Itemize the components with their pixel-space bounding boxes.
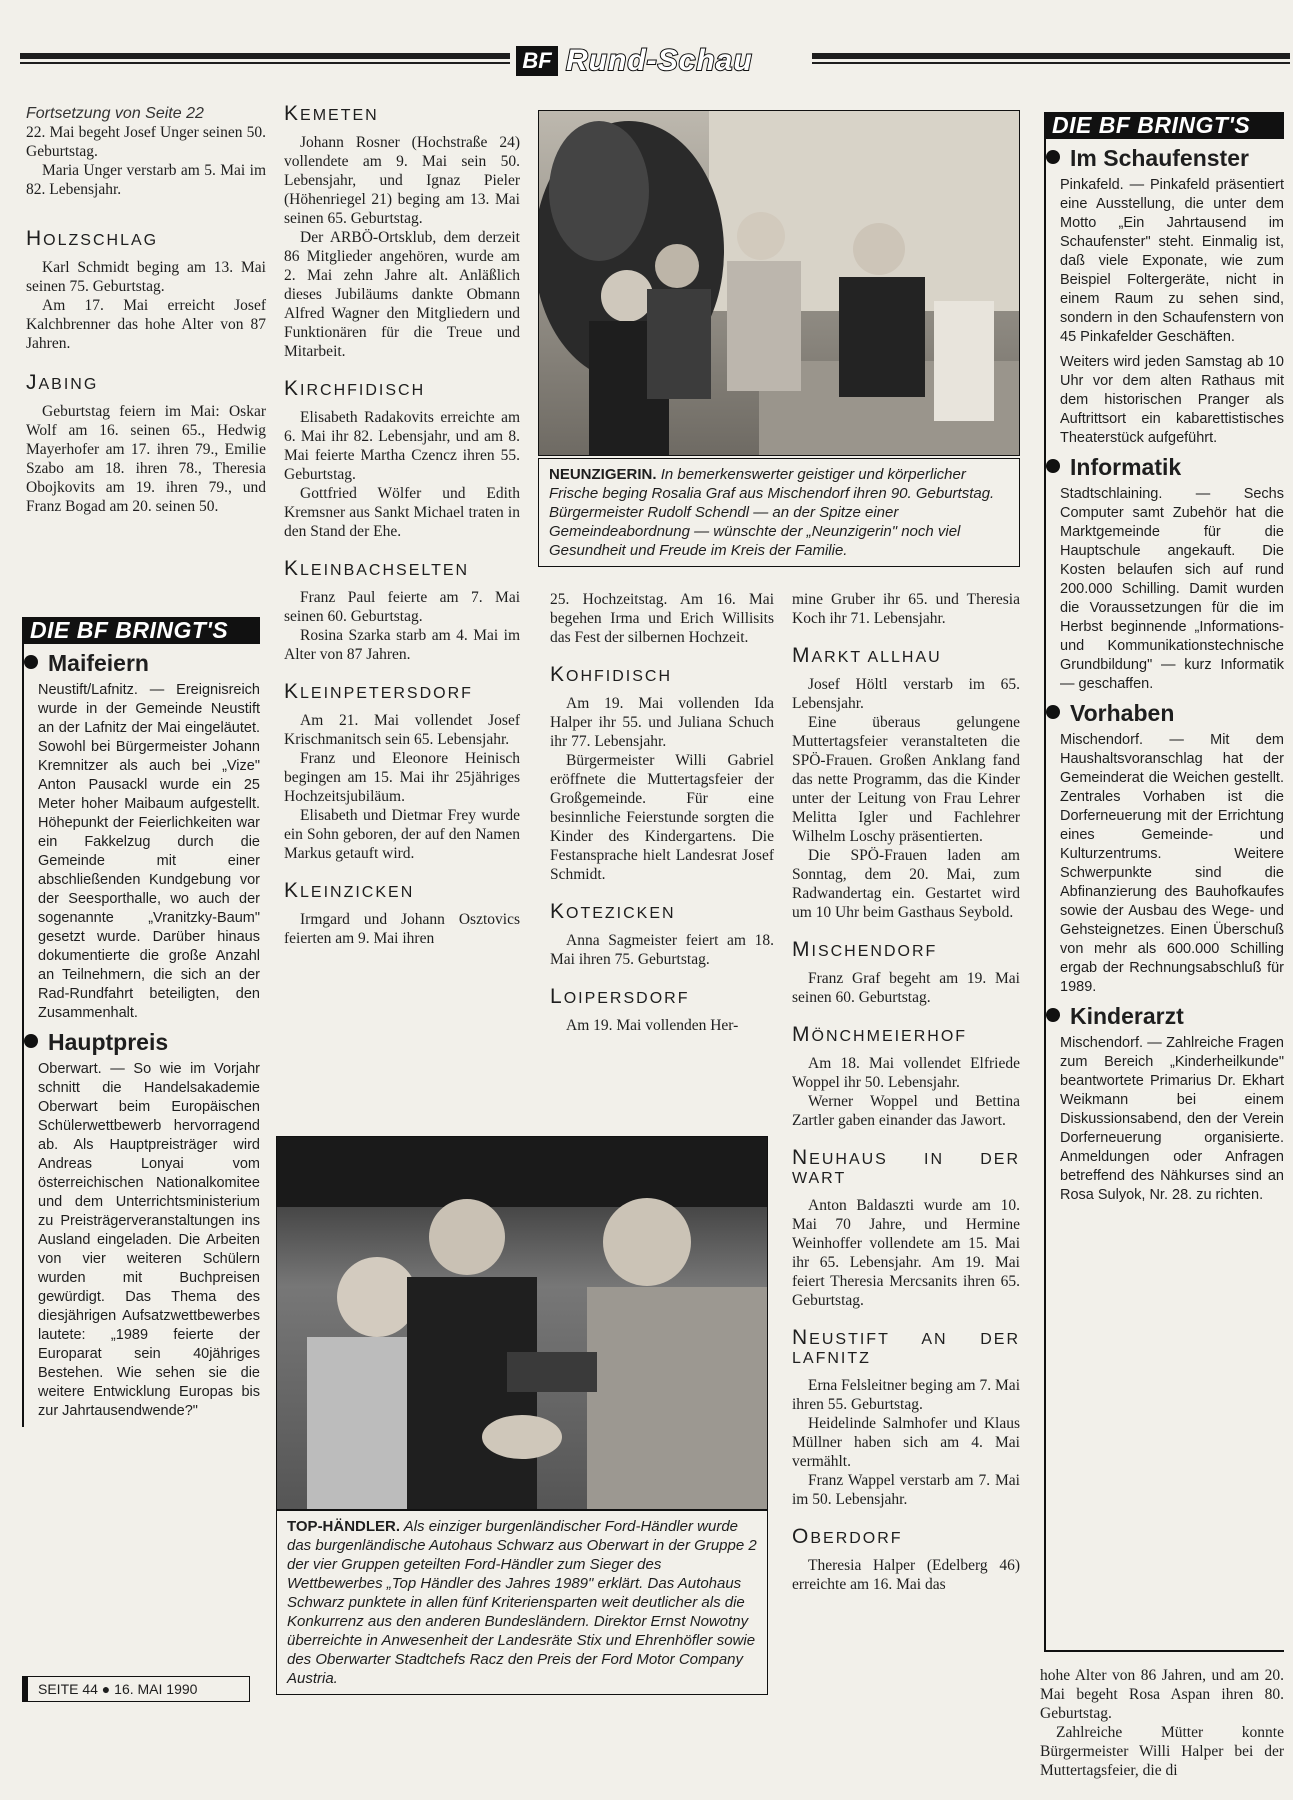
- article-text: Die SPÖ-Frauen laden am Sonntag, dem 20. Mai, zum Radwandertag ein. Gestartet wird um 10 Uhr beim Gasthaus Seybold.: [792, 847, 1020, 921]
- section-kleinzicken: KLEINZICKEN: [284, 879, 415, 902]
- section-neustift-an-der-lafnitz: NEUSTIFT AN DER LAFNITZ: [792, 1326, 1020, 1367]
- photo-neunzigerin: [538, 110, 1020, 456]
- brief-text: Mischendorf. — Zahlreiche Fragen zum Bereich „Kinderheilkunde" beantwortete Primarius Dr. Ekhart Weikmann bei einem Diskussionsabend, den der Verein Dorferneuerung organisierte. Anmeldungen oder Anfragen betreffend des Nähkurses sind an Rosa Sulyok, Nr. 28. zu richten.: [1060, 1035, 1284, 1203]
- article-text: Franz und Eleonore Heinisch begingen am 15. Mai ihr 25jähriges Hochzeitsjubiläum.: [284, 750, 520, 805]
- article-text: Irmgard und Johann Osztovics feierten am 9. Mai ihren: [284, 911, 520, 947]
- article-text: Karl Schmidt beging am 13. Mai seinen 75. Geburtstag.: [26, 259, 266, 295]
- masthead-rule-left: [20, 53, 510, 59]
- bullet-icon: [1046, 1008, 1060, 1022]
- section-oberdorf: OBERDORF: [792, 1525, 903, 1548]
- brief-title-im-schaufenster: Im Schaufenster: [1046, 149, 1284, 168]
- section-holzschlag: HOLZSCHLAG: [26, 227, 159, 250]
- article-text: Theresia Halper (Edelberg 46) erreichte am 16. Mai das: [792, 1557, 1020, 1593]
- brief-text: Oberwart. — So wie im Vorjahr schnitt die Handelsakademie Oberwart beim Europäischen Schülerwettbewerb hervorragend ab. Als Hauptpreisträger wird Andreas Lonyai vom österreichischen Nationalkomitee und dem Unterrichtsministerium zu Preisträgerveranstaltungen ins Ausland eingeladen. Die Arbeiten von vier weiteren Schülern wurden mit Buchpreisen gewürdigt. Das Thema des diesjährigen Aufsatzwettbewerbes lautete: „1989 feierte der Europarat sein 40jähriges Bestehen. Wie sehen sie die weitere Entwicklung Europas bis zur Jahrtausendwende?": [38, 1061, 260, 1419]
- article-text: Am 17. Mai erreicht Josef Kalchbrenner das hohe Alter von 87 Jahren.: [26, 297, 266, 352]
- section-jabing: JABING: [26, 371, 99, 394]
- brief-title-maifeiern: Maifeiern: [24, 654, 260, 673]
- brief-text: Weiters wird jeden Samstag ab 10 Uhr vor dem alten Rathaus mit dem historischen Pranger als Auftrittsort ein kabarettistisches Theaterstück aufgeführt.: [1060, 354, 1284, 446]
- article-text: Zahlreiche Mütter konnte Bürgermeister Willi Halper bei der Muttertagsfeier, die di: [1040, 1724, 1284, 1779]
- bullet-icon: [1046, 150, 1060, 164]
- article-text: Am 19. Mai vollenden Her-: [566, 1017, 739, 1034]
- article-text: Der ARBÖ-Ortsklub, dem derzeit 86 Mitglieder angehören, wurde am 2. Mai zehn Jahre alt. Anläßlich dieses Jubiläums dankte Obmann Alfred Wagner den Mitgliedern und Funktionären für die Treue und Mitarbeit.: [284, 229, 520, 360]
- section-moenchmeierhof: MÖNCHMEIERHOF: [792, 1023, 968, 1046]
- caption-label: NEUNZIGERIN.: [549, 466, 657, 483]
- article-text: Franz Wappel verstarb am 7. Mai im 50. Lebensjahr.: [792, 1472, 1020, 1508]
- brief-title-vorhaben: Vorhaben: [1046, 704, 1284, 723]
- article-text: Maria Unger verstarb am 5. Mai im 82. Lebensjahr.: [26, 162, 266, 198]
- section-markt-allhau: MARKT ALLHAU: [792, 644, 942, 667]
- article-text: Eine überaus gelungene Muttertagsfeier veranstalteten die SPÖ-Frauen. Großen Anklang fand das nette Programm, das die Kinder unter der Leitung von Frau Lehrer Melitta Igler und Fachlehrer Wilhelm Loschy präsentierten.: [792, 714, 1020, 845]
- sidebar-bf-bringts-left: [22, 617, 260, 1427]
- article-text: Am 18. Mai vollendet Elfriede Woppel ihr 50. Lebensjahr.: [792, 1055, 1020, 1091]
- article-text: Elisabeth und Dietmar Frey wurde ein Sohn geboren, der auf den Namen Markus getauft wird.: [284, 807, 520, 862]
- section-kleinpetersdorf: KLEINPETERSDORF: [284, 680, 473, 703]
- masthead-title: Rund-Schau: [566, 44, 753, 77]
- article-text: Josef Höltl verstarb im 65. Lebensjahr.: [792, 676, 1020, 712]
- brief-title-kinderarzt: Kinderarzt: [1046, 1007, 1284, 1026]
- sidebar-header: DIE BF BRINGT'S: [1046, 112, 1284, 139]
- sidebar-header: DIE BF BRINGT'S: [24, 617, 260, 644]
- article-text: Werner Woppel und Bettina Zartler gaben einander das Jawort.: [792, 1093, 1020, 1129]
- section-kirchfidisch: KIRCHFIDISCH: [284, 377, 426, 400]
- article-text: Franz Graf begeht am 19. Mai seinen 60. Geburtstag.: [792, 970, 1020, 1006]
- page-footer: SEITE 44 ● 16. MAI 1990: [22, 1676, 250, 1702]
- photo-top-haendler: [276, 1136, 768, 1510]
- article-text: Anton Baldaszti wurde am 10. Mai 70 Jahre, und Hermine Weinhoffer vollendete am 15. Mai ihr 65. Lebensjahr. Am 19. Mai feiert Theresia Mercsanits ihren 65. Geburtstag.: [792, 1197, 1020, 1309]
- brief-text: Pinkafeld. — Pinkafeld präsentiert eine Ausstellung, die unter dem Motto „Ein Jahrtausend im Schaufenster" steht. Einmalig ist, daß viele Exponate, wie zum Beispiel Foltergeräte, nicht in einem Raum zu sehen sind, sondern in den Schaufenstern von 45 Pinkafelder Geschäften.: [1060, 177, 1284, 345]
- caption-text: In bemerkenswerter geistiger und körperlicher Frische beging Rosalia Graf aus Mischendorf ihren 90. Geburtstag. Bürgermeister Rudolf Schendl — an der Spitze einer Gemeindeabordnung — wünschte der „Neunzigerin" noch viel Gesundheit und Freude im Kreis der Familie.: [549, 466, 995, 559]
- article-text: Am 19. Mai vollenden Ida Halper ihr 55. und Juliana Schuch ihr 77. Lebensjahr.: [550, 695, 774, 750]
- article-text: Geburtstag feiern im Mai: Oskar Wolf am 16. seinen 65., Hedwig Mayerhofer am 17. ihren 79., Emilie Szabo am 18. ihren 78., Theresia Obojkovits am 19. ihren 79., und Franz Bogad am 20. seinen 50.: [26, 403, 266, 515]
- bullet-icon: [1046, 705, 1060, 719]
- article-text: Johann Rosner (Hochstraße 24) vollendete am 9. Mai sein 50. Lebensjahr, und Ignaz Pieler (Höhenriegel 21) beging am 13. Mai seinen 65. Geburtstag.: [284, 134, 520, 227]
- article-text: mine Gruber ihr 65. und Theresia Koch ihr 71. Lebensjahr.: [792, 591, 1020, 627]
- masthead-rule-right-thin: [812, 62, 1290, 64]
- bullet-icon: [24, 655, 38, 669]
- column-2: [284, 92, 520, 948]
- caption-label: TOP-HÄNDLER.: [287, 1518, 401, 1535]
- brief-text: Mischendorf. — Mit dem Haushaltsvoranschlag hat der Gemeinderat die Weichen gestellt. Zentrales Vorhaben ist die Dorferneuerung mit der Errichtung eines Gemeinde- und Kulturzentrums. Weitere Schwerpunkte sind die Abfinanzierung des Bauhofkaufes sowie der Ausbau des Wege- und Gehsteignetzes. Einen Überschuß von mehr als 600.000 Schilling ergab der Rechnungsabschluß für 1989.: [1060, 732, 1284, 995]
- masthead-rule-left-thin: [20, 62, 510, 64]
- continuation-note: Fortsetzung von Seite 22: [26, 105, 204, 122]
- article-text: 22. Mai begeht Josef Unger seinen 50. Geburtstag.: [26, 124, 266, 160]
- sidebar-bf-bringts-right: [1044, 112, 1284, 1652]
- article-text: Gottfried Wölfer und Edith Kremsner aus Sankt Michael traten in den Stand der Ehe.: [284, 485, 520, 540]
- bullet-icon: [1046, 459, 1060, 473]
- section-kohfidisch: KOHFIDISCH: [550, 663, 673, 686]
- article-text: Bürgermeister Willi Gabriel eröffnete die Muttertagsfeier der Großgemeinde. Für eine besinnliche Feierstunde sorgten die Kinder des Kindergartens. Die Festansprache hielt Landesrat Josef Schmidt.: [550, 752, 774, 883]
- section-loipersdorf: LOIPERSDORF: [550, 985, 690, 1008]
- photo-caption-top-haendler: [276, 1510, 768, 1695]
- article-text: Erna Felsleitner beging am 7. Mai ihren 55. Geburtstag.: [792, 1377, 1020, 1413]
- article-text: Elisabeth Radakovits erreichte am 6. Mai ihr 82. Lebensjahr, und am 8. Mai feierte Martha Czencz ihren 55. Geburtstag.: [284, 409, 520, 483]
- section-kotezicken: KOTEZICKEN: [550, 900, 676, 923]
- masthead-logo: BF: [516, 46, 558, 76]
- brief-title-informatik: Informatik: [1046, 458, 1284, 477]
- photo-neunzigerin-image: [539, 111, 1020, 456]
- brief-title-hauptpreis: Hauptpreis: [24, 1033, 260, 1052]
- article-text: Franz Paul feierte am 7. Mai seinen 60. Geburtstag.: [284, 589, 520, 625]
- article-text: Rosina Szarka starb am 4. Mai im Alter von 87 Jahren.: [284, 627, 520, 663]
- column-5: [1040, 1666, 1284, 1780]
- caption-text: Als einziger burgenländischer Ford-Händler wurde das burgenländische Autohaus Schwarz aus Oberwart in der Gruppe 2 der vier Gruppen geteilten Ford-Händler zum Sieger des Wettbewerbes „Top Händler des Jahres 1989" erklärt. Das Autohaus Schwarz punktete in allen fünf Kriteriensparten weit deutlicher als die Konkurrenz aus den anderen Bundesländern. Direktor Ernst Nowotny überreichte in Anwesenheit der Landesräte Stix und Ehrenhöfler sowie des Oberwarter Stadtchefs Racz den Preis der Ford Motor Company Austria.: [287, 1518, 757, 1687]
- brief-text: Neustift/Lafnitz. — Ereignisreich wurde in der Gemeinde Neustift an der Lafnitz der Mai eingeläutet. Sowohl bei Bürgermeister Johann Kremnitzer als auch bei „Vize" Anton Pausackl wurde ein 25 Meter hoher Maibaum aufgestellt. Höhepunkt der Feierlichkeiten war ein Fakkelzug durch die Gemeinde mit einer abschließenden Kundgebung vor der Seesporthalle, wo auch der sogenannte „Vranitzky-Baum" gesetzt wurde. Darüber hinaus dokumentierte die große Anzahl an Teilnehmern, die sich an der Rad-Rundfahrt beteiligten, den Zusammenhalt.: [38, 682, 260, 1021]
- column-4: [792, 590, 1020, 1594]
- article-text: Heidelinde Salmhofer und Klaus Müllner haben sich am 4. Mai vermählt.: [792, 1415, 1020, 1470]
- article-text: hohe Alter von 86 Jahren, und am 20. Mai begeht Rosa Aspan ihren 80. Geburtstag.: [1040, 1667, 1284, 1722]
- section-kemeten: KEMETEN: [284, 102, 379, 125]
- section-neuhaus-in-der-wart: NEUHAUS IN DER WART: [792, 1146, 1020, 1187]
- section-mischendorf: MISCHENDORF: [792, 938, 938, 961]
- column-3: [550, 590, 774, 1035]
- photo-caption-neunzigerin: [538, 458, 1020, 567]
- bullet-icon: [24, 1034, 38, 1048]
- photo-top-haendler-image: [277, 1137, 768, 1510]
- article-text: Anna Sagmeister feiert am 18. Mai ihren 75. Geburtstag.: [550, 932, 774, 968]
- section-kleinbachselten: KLEINBACHSELTEN: [284, 557, 470, 580]
- masthead-rule-right: [812, 53, 1290, 59]
- brief-text: Stadtschlaining. — Sechs Computer samt Zubehör hat die Marktgemeinde für die Hauptschule angekauft. Die Kosten belaufen sich auf rund 200.000 Schilling. Damit wurden die Voraussetzungen für die im Herbst beginnende „Informations- und Kommunikationstechnische Grundbildung" — kurz Informatik — geschaffen.: [1060, 486, 1284, 692]
- article-text: 25. Hochzeitstag. Am 16. Mai begehen Irma und Erich Willisits das Fest der silbernen Hochzeit.: [550, 591, 774, 646]
- article-text: Am 21. Mai vollendet Josef Krischmanitsch sein 65. Lebensjahr.: [284, 712, 520, 748]
- column-1: [26, 104, 266, 516]
